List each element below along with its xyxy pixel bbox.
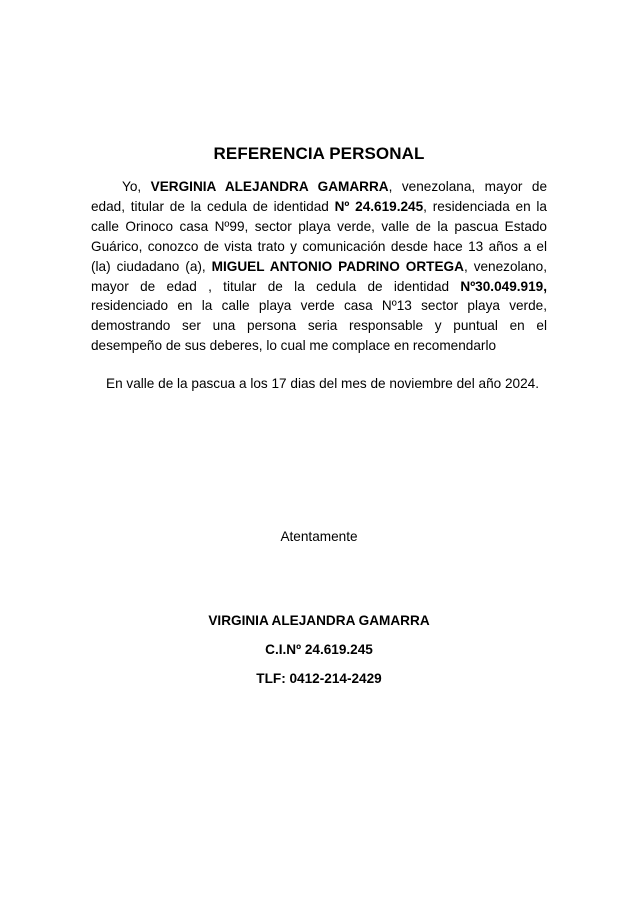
signature-phone: TLF: 0412-214-2429	[256, 671, 382, 686]
closing-text: Atentamente	[280, 529, 358, 544]
issuer-id: Nº 24.619.245	[334, 198, 424, 214]
signature-id: C.I.Nº 24.619.245	[265, 642, 373, 657]
referee-name: MIGUEL ANTONIO PADRINO ORTEGA	[211, 258, 464, 274]
reference-paragraph	[91, 177, 547, 356]
paragraph-text-2: , venezolana, mayor de edad, titular de la cedula de identidad	[91, 179, 548, 214]
paragraph-text-4: , venezolano, mayor de edad , titular de la cedula de identidad	[91, 258, 548, 294]
referee-id: Nº30.049.919,	[460, 278, 547, 294]
paragraph-text-3: , residenciada en la calle Orinoco casa Nº99, sector playa verde, valle de la pascua Estado Guárico, conozco de vista trato y comunicación desde hace 13 años a el (la) ciudadano (a),	[91, 198, 547, 274]
signature-name: VIRGINIA ALEJANDRA GAMARRA	[208, 613, 430, 628]
paragraph-text-5: residenciado en la calle playa verde casa Nº13 sector playa verde, demostrando ser una persona seria responsable y puntual en el desempeño de sus deberes, lo cual me complace en recomendarlo	[91, 298, 547, 354]
date-line: En valle de la pascua a los 17 dias del mes de noviembre del año 2024.	[106, 376, 540, 391]
document-title: REFERENCIA PERSONAL	[213, 144, 425, 163]
issuer-name: VERGINIA ALEJANDRA GAMARRA	[150, 179, 389, 194]
paragraph-text-1: Yo,	[122, 179, 151, 194]
